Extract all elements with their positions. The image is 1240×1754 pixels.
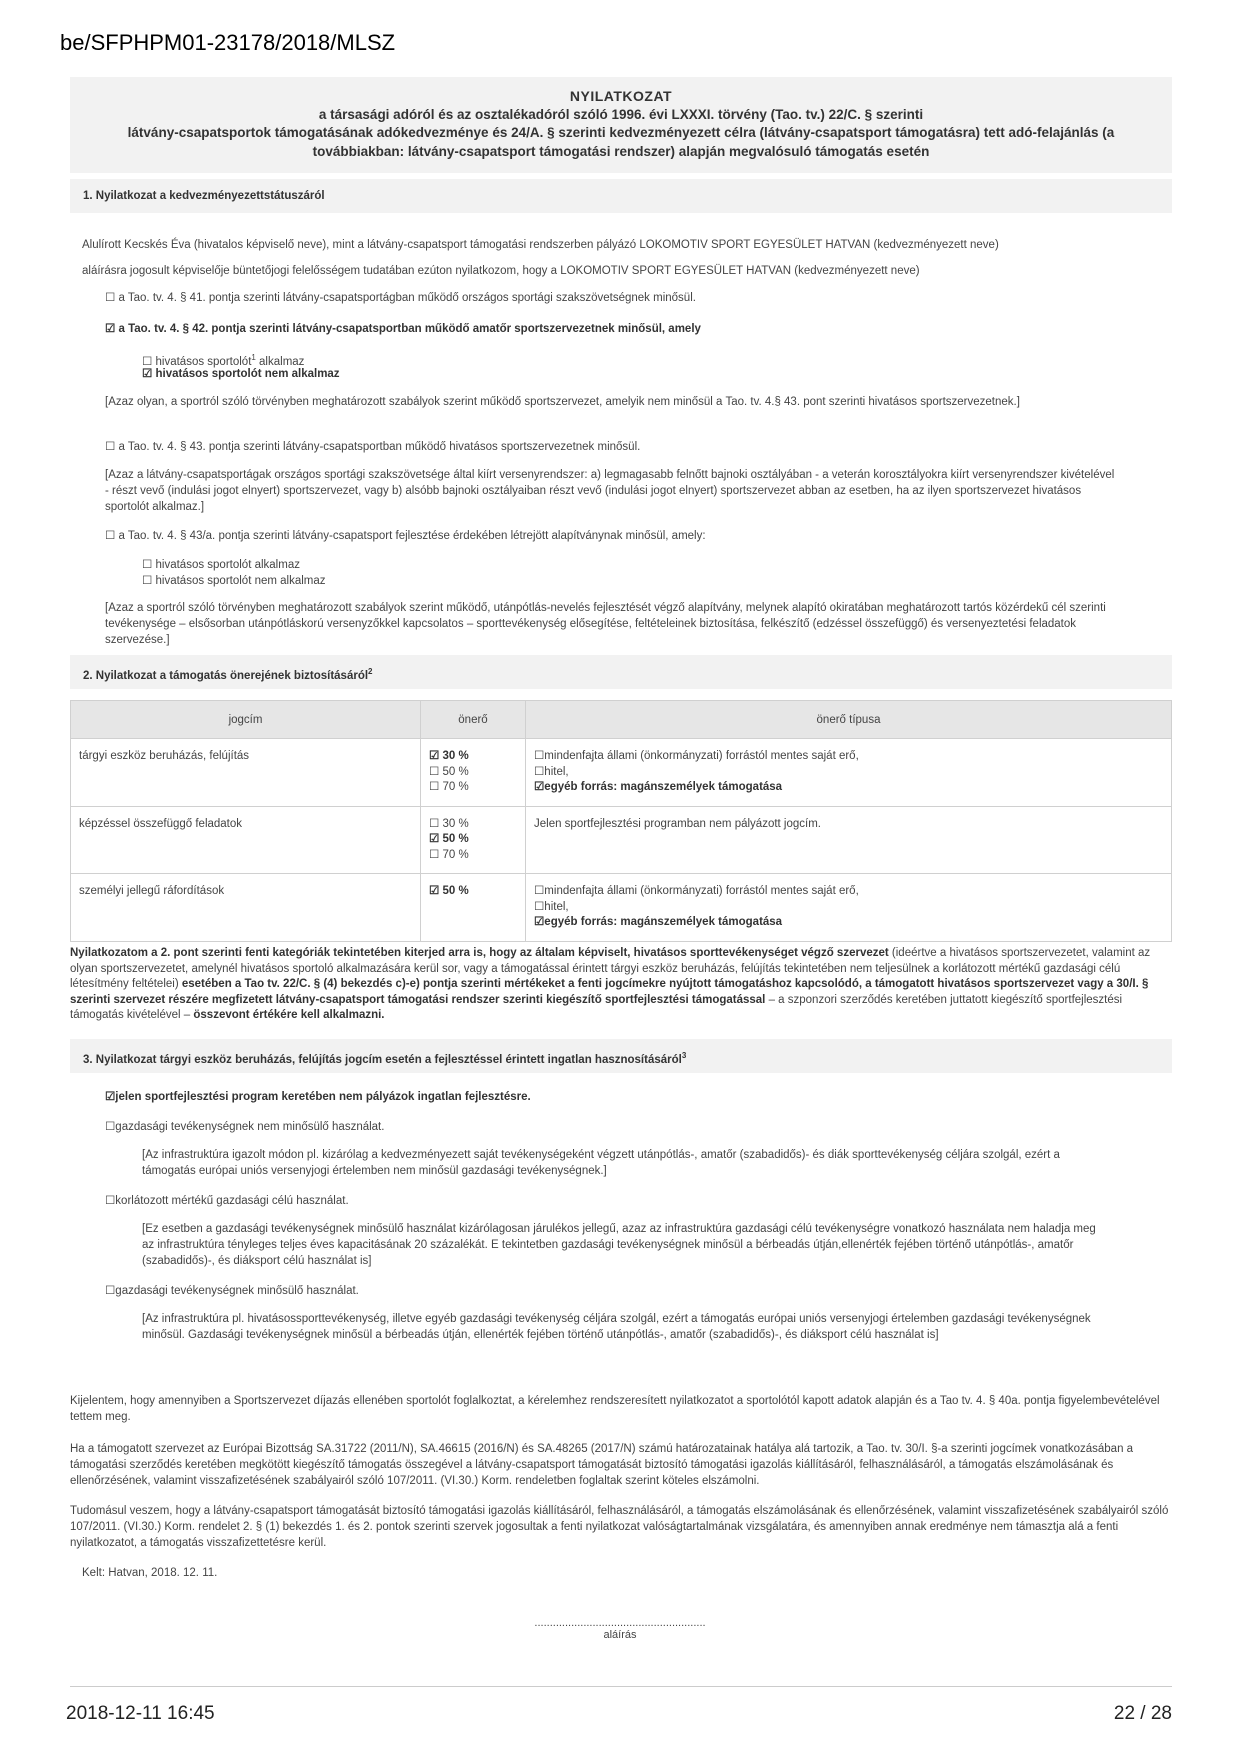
note-43: [Azaz a látvány-csapatsportágak országos sportági szakszövetsége által kiírt versenyrendszer: a) legmagasabb felnőtt bajnoki osztályában - a veterán korosztályokra kiírt versenyrendszer kivételével - részt vevő (indulási jogot elnyert) sportszervezet, vagy b) alsóbb bajnoki osztályaiban részt vevő (indulási jogot elnyert) sportszervezet abban az esetben, ha az ilyen sportszervezet hivatásos sportolót alkalmaz.] [105, 469, 1115, 513]
row-title: képzéssel összefüggő feladatok [71, 806, 421, 874]
signature-label: aláírás [603, 1629, 637, 1641]
onero-50-checkbox[interactable]: ☐ 50 % [429, 765, 469, 778]
onero-options [421, 874, 526, 942]
limited-economic-use-note: [Ez esetben a gazdasági tevékenységnek minősülő használat kizárólagosan járulékos jellegű, azaz az infrastruktúra gazdasági célú tevékenységre vonatkozó használata nem haladja meg az infrastruktúra tényleges teljes éves kapacitásának 20 százalékát. E tekintetben gazdasági tevékenységnek minősül a bérbeadás útján,ellenérték fejében történő utánpótlás-, amatőr (szabadidős)-, és diáksport célú használat is] [142, 1223, 1096, 1267]
non-economic-use-note: [Az infrastruktúra igazolt módon pl. kizárólag a kedvezményezett saját tevékenységeként végzett utánpótlás-, amatőr (szabadidős)- és diák sporttevékenység céljára szolgál, ezért a támogatás európai uniós versenyjogi értelemben nem minősül gazdasági tevékenységnek.] [142, 1149, 1060, 1177]
place-date: Kelt: Hatvan, 2018. 12. 11. [82, 1567, 218, 1579]
loan-checkbox[interactable]: ☐hitel, [534, 765, 569, 778]
onero-50-checkbox[interactable]: ☑ 50 % [429, 833, 469, 845]
table-header-row [71, 701, 1172, 739]
footer-divider [70, 1686, 1172, 1687]
economic-use-note: [Az infrastruktúra pl. hivatásossporttevékenység, illetve egyéb gazdasági tevékenység céljára szolgál, ezért a támogatás európai uniós versenyjogi értelemben gazdasági tevékenységnek minősül. Gazdasági tevékenységnek minősül a bérbeadás útján, ellenérték fejében történő utánpótlás-, amatőr (szabadidős)-, és diáksport célú használat is] [142, 1313, 1091, 1341]
employs-pro-label-b: alkalmaz [255, 355, 305, 368]
signature-dotted-line: ........................................................ [534, 1617, 706, 1629]
note-42: [Azaz olyan, a sportról szóló törvényben meghatározott szabályok szerint működő sportszervezet, amelyik nem minősül a Tao. tv. 4.§ 43. pont szerinti hivatásos sportszervezetnek.] [105, 396, 1020, 408]
no-property-development-checkbox[interactable]: ☑jelen sportfejlesztési program keretében nem pályázok ingatlan fejlesztésre. [105, 1091, 531, 1103]
closing-paragraph-3: Tudomásul veszem, hogy a látvány-csapatsport támogatását biztosító támogatási igazolás kiállításáról, felhasználásáról, a támogatás elszámolásának és ellenőrzésének, valamint visszafizetésének szabályairól szóló 107/2011. (VI.30.) Korm. rendelet 2. § (1) bekezdés 1. és 2. pontok szerinti szervek jogosultak a fenti nyilatkozat valóságtartalmának vizsgálatára, és amennyiben annak eredménye nem támasztja alá a fenti nyilatkozatot, a támogatás visszafizettetésre kerül. [70, 1505, 1169, 1549]
option-41-checkbox[interactable]: ☐ a Tao. tv. 4. § 41. pontja szerinti látvány-csapatsportágban működő országos sportági szakszövetségnek minősül. [105, 292, 696, 304]
other-source-checkbox[interactable]: ☑egyéb forrás: magánszemélyek támogatása [534, 916, 783, 928]
option-43a-checkbox[interactable]: ☐ a Tao. tv. 4. § 43/a. pontja szerinti látvány-csapatsport fejlesztése érdekében létrejött alapítványnak minősül, amely: [105, 530, 706, 542]
document-id: be/SFPHPM01-23178/2018/MLSZ [60, 30, 396, 55]
header-line-1: a társasági adóról és az osztalékadóról szóló 1996. évi LXXXI. törvény (Tao. tv.) 22/C. § szerinti [318, 106, 924, 122]
header-line-3: továbbiakban: látvány-csapatsport támogatási rendszer) alapján megvalósuló támogatás esetén [312, 143, 930, 159]
foundation-not-employs-checkbox[interactable]: ☐ hivatásos sportolót nem alkalmaz [142, 575, 326, 587]
closing-paragraph-2: Ha a támogatott szervezet az Európai Bizottság SA.31722 (2011/N), SA.46615 (2016/N) és SA.48265 (2017/N) számú határozatainak hatálya alá tartozik, a Tao. tv. 30/I. §-a szerinti jogcímek vonatkozásában a támogatási szerződés keretében megkötött kiegészítő támogatás összegével a látvány-csapatsport támogatását biztosító támogatási igazolás kiállításáról, felhasználásáról, a támogatás elszámolásának és ellenőrzésének, valamint visszafizetésének szabályairól szóló 107/2011. (VI.30.) Korm. rendeletben foglaltak szerint köteles elszámolni. [70, 1443, 1134, 1487]
col-header-onero: önerő [421, 701, 526, 739]
table-row [71, 739, 1172, 807]
not-employs-pro-athlete-checkbox[interactable]: ☑ hivatásos sportolót nem alkalmaz [142, 368, 340, 380]
onero-50-checkbox[interactable]: ☑ 50 % [429, 885, 469, 897]
declaration-header [70, 77, 1172, 173]
footnote-2-marker: 2 [368, 667, 373, 676]
declaration-title: NYILATKOZAT [569, 88, 673, 104]
onero-70-checkbox[interactable]: ☐ 70 % [429, 848, 469, 861]
economic-use-checkbox[interactable]: ☐gazdasági tevékenységnek minősülő használat. [105, 1285, 359, 1297]
section-1-heading: 1. Nyilatkozat a kedvezményezettstátuszáról [70, 179, 1172, 213]
row-title: személyi jellegű ráfordítások [71, 874, 421, 942]
onero-type-options [526, 739, 1172, 807]
section-3-heading-text: 3. Nyilatkozat tárgyi eszköz beruházás, felújítás jogcím esetén a fejlesztéssel érintett ingatlan hasznosításáról [83, 1053, 682, 1066]
col-header-onero-tipusa: önerő típusa [526, 701, 1172, 739]
closing-paragraph-1: Kijelentem, hogy amennyiben a Sportszervezet díjazás ellenében sportolót foglalkoztat, a kérelemhez rendszeresített nyilatkozatot a sportolótól kapott adatok alapján és a Tao tv. 4. § 40a. pontja figyelembevételével tettem meg. [70, 1395, 1160, 1423]
row-title: tárgyi eszköz beruházás, felújítás [71, 739, 421, 807]
option-43-checkbox[interactable]: ☐ a Tao. tv. 4. § 43. pontja szerinti látvány-csapatsportban működő hivatásos sportszervezetnek minősül. [105, 441, 641, 453]
onero-type-options [526, 874, 1172, 942]
intro-line-1: Alulírott Kecskés Éva (hivatalos képviselő neve), mint a látvány-csapatsport támogatási rendszerben pályázó LOKOMOTIV SPORT EGYESÜLET HATVAN (kedvezményezett neve) [82, 239, 999, 251]
foundation-employs-checkbox[interactable]: ☐ hivatásos sportolót alkalmaz [142, 559, 300, 571]
onero-options [421, 806, 526, 874]
footer-page-number: 22 / 28 [1113, 1703, 1172, 1724]
section-2-heading-text: 2. Nyilatkozat a támogatás önerejének biztosításáról [83, 669, 369, 682]
other-source-checkbox[interactable]: ☑egyéb forrás: magánszemélyek támogatása [534, 781, 783, 793]
non-economic-use-checkbox[interactable]: ☐gazdasági tevékenységnek nem minősülő használat. [105, 1121, 385, 1133]
footer-datetime: 2018-12-11 16:45 [66, 1703, 215, 1724]
decl-bold-3: összevont értékére kell alkalmazni. [193, 1009, 385, 1021]
table-row [71, 806, 1172, 874]
employs-pro-label-a: ☐ hivatásos sportolót [142, 355, 252, 368]
onero-30-checkbox[interactable]: ☑ 30 % [429, 750, 469, 762]
extended-declaration [70, 946, 1172, 1024]
section-2-heading [70, 655, 1172, 689]
footnote-3-marker: 3 [681, 1051, 687, 1060]
decl-bold-1: Nyilatkozatom a 2. pont szerinti fenti kategóriák tekintetében kiterjed arra is, hogy az általam képviselt, hivatásos sporttevékenységet végző szervezet [70, 947, 889, 959]
decl-normal-2: – a szponzori szerződés keretében juttatott kiegészítő sportfejlesztési támogatás kivételével – [70, 993, 1123, 1021]
loan-checkbox[interactable]: ☐hitel, [534, 900, 569, 913]
onero-70-checkbox[interactable]: ☐ 70 % [429, 781, 469, 793]
intro-line-2: aláírásra jogosult képviselője büntetőjogi felelősségem tudatában ezúton nyilatkozom, hogy a LOKOMOTIV SPORT EGYESÜLET HATVAN (kedvezményezett neve) [82, 265, 920, 277]
signature-block [515, 1617, 725, 1641]
own-contribution-table [70, 700, 1172, 942]
section-3-heading [70, 1039, 1172, 1073]
onero-type-text: Jelen sportfejlesztési programban nem pályázott jogcím. [526, 806, 1172, 874]
col-header-jogcim: jogcím [71, 701, 421, 739]
option-42-checkbox[interactable]: ☑ a Tao. tv. 4. § 42. pontja szerinti látvány-csapatsportban működő amatőr sportszervezetnek minősül, amely [105, 323, 701, 335]
section-1-intro [82, 232, 1172, 284]
header-line-2: látvány-csapatsportok támogatásának adókedvezménye és 24/A. § szerinti kedvezményezett célra (látvány-csapatsport támogatásra) tett adó-felajánlás (a [127, 125, 1115, 140]
footnote-1-marker: 1 [251, 353, 256, 362]
decl-bold-2: esetében a Tao tv. 22/C. § (4) bekezdés c)-e) pontja szerinti mértékeket a fenti jogcímekre nyújtott támogatáshoz kapcsolódó, a támogatott hivatásos sportszervezet vagy a 30/I. § szerinti szervezet részére megfizetett látvány-csapatsport támogatási rendszer szerinti kiegészítő sportfejlesztési támogatással [70, 978, 1149, 1006]
onero-30-checkbox[interactable]: ☐ 30 % [429, 817, 469, 830]
onero-options [421, 739, 526, 807]
note-43a: [Azaz a sportról szóló törvényben meghatározott szabályok szerint működő, utánpótlás-nevelés fejlesztését végző alapítvány, melynek alapító okiratában meghatározott tartós közérdekű cél szerinti tevékenysége – elsősorban utánpótláskorú versenyzőkkel kapcsolatos – sporttevékenység elősegítése, feltételeinek biztosítása, felkészítő (edzéssel összefüggő) és versenyeztetési feladatok szervezése.] [105, 602, 1106, 646]
own-funds-checkbox[interactable]: ☐mindenfajta állami (önkormányzati) forrástól mentes saját erő, [534, 750, 859, 762]
limited-economic-use-checkbox[interactable]: ☐korlátozott mértékű gazdasági célú használat. [105, 1195, 349, 1207]
own-funds-checkbox[interactable]: ☐mindenfajta állami (önkormányzati) forrástól mentes saját erő, [534, 885, 859, 897]
table-row [71, 874, 1172, 942]
decl-normal-1: (ideértve a hivatásos sportszervezetet, valamint az olyan sportszervezetet, amelynél hivatásos sportoló alkalmazására kerül sor, vagy a támogatással érintett tárgyi eszköz beruházás, felújítás tekintetében nem teljesülnek a korlátozott mértékű gazdasági célú létesítmény feltételei) [70, 947, 1151, 990]
